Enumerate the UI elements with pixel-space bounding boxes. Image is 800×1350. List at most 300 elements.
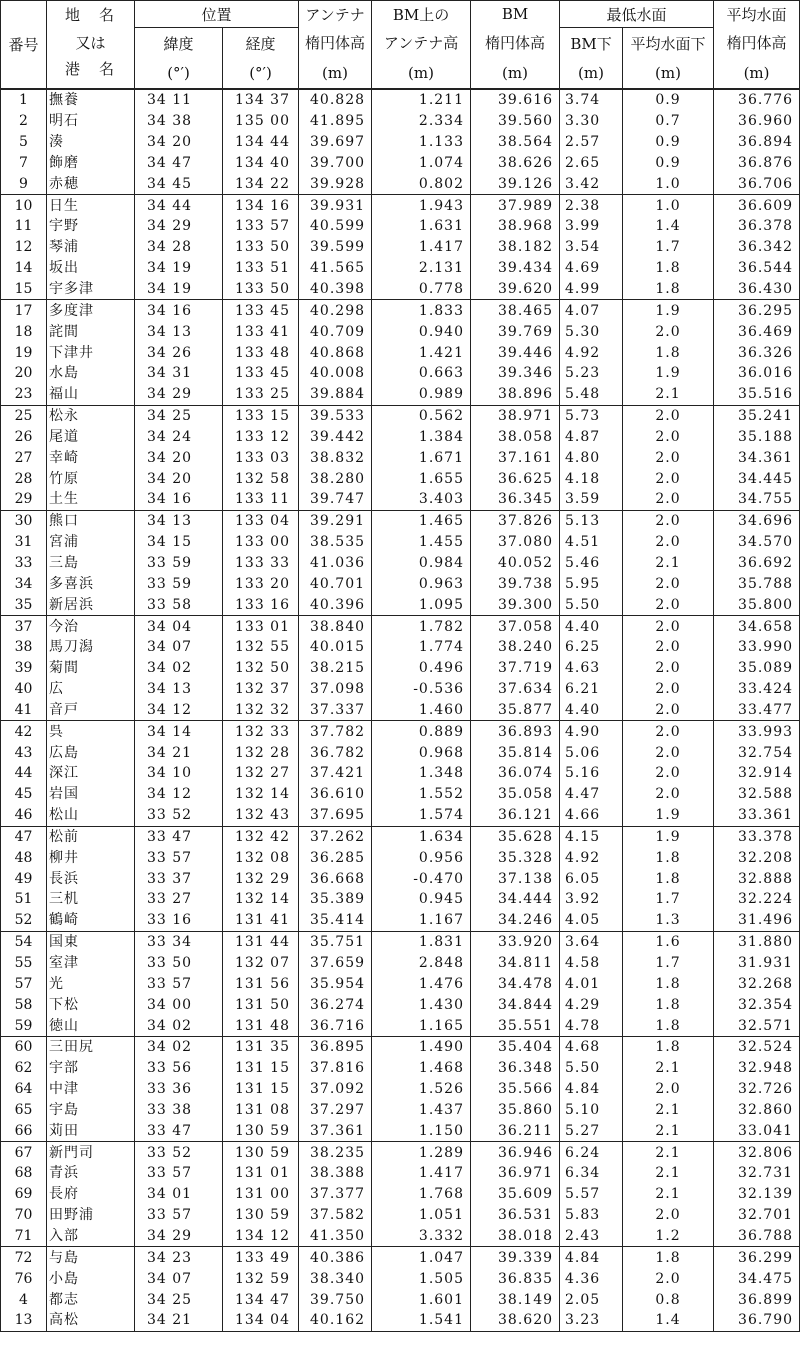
cell-lowest-mean-below: 1.6 (623, 931, 714, 952)
header-antenna-2: 楕円体高 (299, 28, 372, 59)
cell-no: 57 (1, 973, 47, 994)
cell-lowest-mean-below: 1.8 (623, 342, 714, 363)
cell-lon: 134 22 (223, 173, 299, 194)
cell-lowest-bm-below: 2.05 (560, 1289, 623, 1310)
cell-mean-height: 36.430 (714, 279, 800, 300)
cell-lowest-bm-below: 4.63 (560, 658, 623, 679)
cell-bm-height: 37.161 (471, 447, 560, 468)
cell-antenna-height: 37.421 (299, 763, 372, 784)
cell-antenna-height: 36.610 (299, 784, 372, 805)
cell-lon: 131 15 (223, 1079, 299, 1100)
cell-name: 三島 (47, 553, 135, 574)
cell-antenna-height: 37.816 (299, 1058, 372, 1079)
row-group (1, 826, 800, 931)
cell-bm-antenna-height: 1.631 (372, 216, 471, 237)
cell-bm-height: 34.844 (471, 994, 560, 1015)
cell-lat: 34 02 (135, 658, 223, 679)
cell-name: 水島 (47, 363, 135, 384)
header-lon: 経度 (223, 28, 299, 59)
cell-bm-height: 36.946 (471, 1142, 560, 1163)
cell-bm-height: 37.826 (471, 510, 560, 531)
cell-lowest-mean-below: 1.9 (623, 300, 714, 321)
header-bm-below-unit: (m) (560, 58, 623, 89)
cell-lat: 34 20 (135, 468, 223, 489)
header-mean-below: 平均水面下 (623, 28, 714, 59)
header-mean-1: 平均水面 (714, 1, 800, 28)
cell-lat: 34 28 (135, 237, 223, 258)
cell-lowest-bm-below: 2.57 (560, 132, 623, 153)
table-row (1, 910, 800, 931)
table-row (1, 1142, 800, 1163)
table-row (1, 132, 800, 153)
cell-no: 27 (1, 447, 47, 468)
cell-lowest-bm-below: 6.05 (560, 868, 623, 889)
cell-name: 与島 (47, 1247, 135, 1268)
cell-bm-antenna-height: 1.430 (372, 994, 471, 1015)
cell-lat: 34 29 (135, 1226, 223, 1247)
cell-lat: 34 10 (135, 763, 223, 784)
cell-lon: 131 08 (223, 1100, 299, 1121)
cell-bm-antenna-height: 1.417 (372, 237, 471, 258)
cell-lowest-mean-below: 1.9 (623, 363, 714, 384)
table-row (1, 699, 800, 720)
cell-antenna-height: 36.782 (299, 742, 372, 763)
cell-antenna-height: 35.414 (299, 910, 372, 931)
cell-antenna-height: 40.599 (299, 216, 372, 237)
cell-antenna-height: 41.895 (299, 111, 372, 132)
cell-lon: 134 47 (223, 1289, 299, 1310)
cell-lowest-bm-below: 5.10 (560, 1100, 623, 1121)
cell-bm-antenna-height: 1.211 (372, 89, 471, 111)
row-group (1, 616, 800, 721)
cell-name: 松山 (47, 805, 135, 826)
cell-mean-height: 34.361 (714, 447, 800, 468)
table-row (1, 679, 800, 700)
cell-lat: 34 12 (135, 699, 223, 720)
cell-bm-height: 38.971 (471, 405, 560, 426)
cell-lowest-bm-below: 6.25 (560, 637, 623, 658)
header-no: 番号 (1, 1, 47, 90)
cell-no: 52 (1, 910, 47, 931)
cell-no: 11 (1, 216, 47, 237)
cell-antenna-height: 37.297 (299, 1100, 372, 1121)
cell-bm-antenna-height: 1.051 (372, 1205, 471, 1226)
cell-mean-height: 32.754 (714, 742, 800, 763)
cell-lon: 133 00 (223, 532, 299, 553)
cell-no: 58 (1, 994, 47, 1015)
table-row (1, 237, 800, 258)
cell-lat: 34 02 (135, 1015, 223, 1036)
cell-lowest-bm-below: 2.65 (560, 153, 623, 174)
row-group (1, 721, 800, 826)
cell-antenna-height: 36.274 (299, 994, 372, 1015)
cell-antenna-height: 39.697 (299, 132, 372, 153)
cell-name: 宮浦 (47, 532, 135, 553)
cell-bm-height: 38.058 (471, 427, 560, 448)
cell-lat: 34 25 (135, 1289, 223, 1310)
cell-lat: 34 01 (135, 1184, 223, 1205)
cell-lowest-bm-below: 4.47 (560, 784, 623, 805)
cell-lon: 133 41 (223, 321, 299, 342)
cell-bm-antenna-height: 1.167 (372, 910, 471, 931)
cell-lon: 133 45 (223, 300, 299, 321)
table-row (1, 931, 800, 952)
header-bm-antenna-unit: (m) (372, 58, 471, 89)
cell-antenna-height: 35.751 (299, 931, 372, 952)
cell-antenna-height: 35.389 (299, 889, 372, 910)
cell-name: 青浜 (47, 1163, 135, 1184)
cell-bm-height: 35.609 (471, 1184, 560, 1205)
cell-bm-antenna-height: 1.833 (372, 300, 471, 321)
table-row (1, 405, 800, 426)
cell-no: 71 (1, 1226, 47, 1247)
cell-lowest-mean-below: 2.0 (623, 721, 714, 742)
cell-mean-height: 32.524 (714, 1036, 800, 1057)
cell-name: 熊口 (47, 510, 135, 531)
cell-name: 光 (47, 973, 135, 994)
header-bm-2: 楕円体高 (471, 28, 560, 59)
cell-name: 坂出 (47, 258, 135, 279)
cell-lon: 134 04 (223, 1310, 299, 1331)
cell-lowest-bm-below: 4.99 (560, 279, 623, 300)
cell-name: 多度津 (47, 300, 135, 321)
cell-lat: 34 20 (135, 447, 223, 468)
cell-mean-height: 36.299 (714, 1247, 800, 1268)
cell-lat: 34 04 (135, 616, 223, 637)
cell-name: 田野浦 (47, 1205, 135, 1226)
cell-bm-antenna-height: 0.963 (372, 573, 471, 594)
cell-name: 長浜 (47, 868, 135, 889)
cell-lowest-mean-below: 2.0 (623, 699, 714, 720)
table-row (1, 489, 800, 510)
table-row (1, 1058, 800, 1079)
cell-no: 26 (1, 427, 47, 448)
cell-no: 69 (1, 1184, 47, 1205)
table-row (1, 300, 800, 321)
cell-bm-antenna-height: 1.437 (372, 1100, 471, 1121)
table-row (1, 258, 800, 279)
cell-lat: 34 29 (135, 384, 223, 405)
cell-lon: 133 25 (223, 384, 299, 405)
cell-lat: 33 57 (135, 973, 223, 994)
header-place-3: 港 名 (47, 58, 135, 89)
cell-no: 43 (1, 742, 47, 763)
cell-bm-height: 39.446 (471, 342, 560, 363)
cell-lat: 33 38 (135, 1100, 223, 1121)
table-row (1, 321, 800, 342)
cell-lon: 133 15 (223, 405, 299, 426)
cell-lowest-mean-below: 2.0 (623, 573, 714, 594)
cell-bm-height: 34.444 (471, 889, 560, 910)
cell-lowest-bm-below: 5.50 (560, 594, 623, 615)
cell-antenna-height: 36.668 (299, 868, 372, 889)
cell-lowest-bm-below: 4.66 (560, 805, 623, 826)
cell-bm-antenna-height: 0.778 (372, 279, 471, 300)
cell-antenna-height: 39.750 (299, 1289, 372, 1310)
cell-lat: 34 11 (135, 89, 223, 111)
cell-bm-antenna-height: 1.574 (372, 805, 471, 826)
cell-lowest-mean-below: 2.1 (623, 1142, 714, 1163)
cell-mean-height: 33.993 (714, 721, 800, 742)
cell-antenna-height: 37.659 (299, 953, 372, 974)
cell-bm-antenna-height: -0.536 (372, 679, 471, 700)
cell-lowest-mean-below: 2.0 (623, 321, 714, 342)
table-row (1, 468, 800, 489)
row-group (1, 1247, 800, 1331)
cell-name: 柳井 (47, 847, 135, 868)
cell-lowest-mean-below: 2.0 (623, 532, 714, 553)
cell-no: 48 (1, 847, 47, 868)
cell-antenna-height: 39.599 (299, 237, 372, 258)
cell-lat: 33 34 (135, 931, 223, 952)
cell-no: 41 (1, 699, 47, 720)
cell-antenna-height: 36.895 (299, 1036, 372, 1057)
cell-lon: 133 51 (223, 258, 299, 279)
cell-no: 54 (1, 931, 47, 952)
cell-bm-antenna-height: 1.552 (372, 784, 471, 805)
cell-lon: 130 59 (223, 1205, 299, 1226)
cell-lowest-bm-below: 6.24 (560, 1142, 623, 1163)
cell-bm-height: 35.566 (471, 1079, 560, 1100)
table-row (1, 1036, 800, 1057)
cell-bm-antenna-height: 1.465 (372, 510, 471, 531)
cell-bm-height: 39.616 (471, 89, 560, 111)
cell-bm-antenna-height: 1.460 (372, 699, 471, 720)
cell-antenna-height: 35.954 (299, 973, 372, 994)
table-row (1, 742, 800, 763)
table-row (1, 447, 800, 468)
cell-antenna-height: 37.361 (299, 1120, 372, 1141)
cell-lon: 131 50 (223, 994, 299, 1015)
row-group (1, 510, 800, 615)
cell-name: 都志 (47, 1289, 135, 1310)
cell-lowest-mean-below: 2.1 (623, 1163, 714, 1184)
cell-lon: 131 00 (223, 1184, 299, 1205)
cell-lat: 33 59 (135, 553, 223, 574)
cell-name: 徳山 (47, 1015, 135, 1036)
cell-no: 7 (1, 153, 47, 174)
header-bm-below: BM下 (560, 28, 623, 59)
cell-bm-antenna-height: 1.150 (372, 1120, 471, 1141)
cell-lon: 133 04 (223, 510, 299, 531)
cell-lowest-mean-below: 2.0 (623, 405, 714, 426)
cell-bm-height: 39.126 (471, 173, 560, 194)
cell-no: 46 (1, 805, 47, 826)
cell-bm-height: 34.811 (471, 953, 560, 974)
cell-lowest-bm-below: 4.40 (560, 699, 623, 720)
cell-lowest-mean-below: 2.1 (623, 1100, 714, 1121)
cell-antenna-height: 40.701 (299, 573, 372, 594)
cell-antenna-height: 37.098 (299, 679, 372, 700)
table-row (1, 826, 800, 847)
cell-lat: 33 58 (135, 594, 223, 615)
header-bm-antenna-2: アンテナ高 (372, 28, 471, 59)
table-row (1, 658, 800, 679)
cell-mean-height: 36.706 (714, 173, 800, 194)
cell-antenna-height: 37.092 (299, 1079, 372, 1100)
cell-name: 赤穂 (47, 173, 135, 194)
cell-lowest-mean-below: 0.9 (623, 89, 714, 111)
cell-lowest-mean-below: 2.0 (623, 1268, 714, 1289)
cell-no: 14 (1, 258, 47, 279)
cell-name: 苅田 (47, 1120, 135, 1141)
cell-lat: 34 47 (135, 153, 223, 174)
cell-no: 10 (1, 195, 47, 216)
header-place-1: 地 名 (47, 1, 135, 28)
cell-bm-height: 38.018 (471, 1226, 560, 1247)
cell-lat: 33 56 (135, 1058, 223, 1079)
cell-mean-height: 33.361 (714, 805, 800, 826)
cell-antenna-height: 37.695 (299, 805, 372, 826)
cell-no: 30 (1, 510, 47, 531)
cell-bm-antenna-height: 1.943 (372, 195, 471, 216)
cell-no: 31 (1, 532, 47, 553)
cell-lat: 33 16 (135, 910, 223, 931)
cell-mean-height: 32.701 (714, 1205, 800, 1226)
cell-name: 三田尻 (47, 1036, 135, 1057)
cell-lowest-bm-below: 4.92 (560, 847, 623, 868)
cell-bm-antenna-height: 1.541 (372, 1310, 471, 1331)
cell-bm-height: 38.896 (471, 384, 560, 405)
cell-lat: 34 00 (135, 994, 223, 1015)
cell-name: 小島 (47, 1268, 135, 1289)
cell-lowest-mean-below: 1.3 (623, 910, 714, 931)
cell-bm-antenna-height: 1.095 (372, 594, 471, 615)
cell-lowest-bm-below: 5.23 (560, 363, 623, 384)
cell-lat: 34 20 (135, 132, 223, 153)
header-place-2: 又は (47, 28, 135, 59)
cell-lowest-mean-below: 2.0 (623, 679, 714, 700)
cell-bm-antenna-height: 1.505 (372, 1268, 471, 1289)
cell-mean-height: 33.990 (714, 637, 800, 658)
cell-mean-height: 34.658 (714, 616, 800, 637)
cell-lon: 134 16 (223, 195, 299, 216)
cell-mean-height: 35.188 (714, 427, 800, 448)
table-row (1, 553, 800, 574)
cell-no: 37 (1, 616, 47, 637)
cell-bm-height: 33.920 (471, 931, 560, 952)
table-row (1, 994, 800, 1015)
table-row (1, 721, 800, 742)
cell-bm-height: 38.149 (471, 1289, 560, 1310)
cell-bm-height: 35.551 (471, 1015, 560, 1036)
cell-name: 幸崎 (47, 447, 135, 468)
cell-antenna-height: 39.928 (299, 173, 372, 194)
cell-mean-height: 33.041 (714, 1120, 800, 1141)
cell-name: 広 (47, 679, 135, 700)
cell-bm-height: 35.628 (471, 826, 560, 847)
cell-lowest-bm-below: 3.64 (560, 931, 623, 952)
cell-bm-height: 38.626 (471, 153, 560, 174)
cell-name: 飾磨 (47, 153, 135, 174)
cell-lowest-mean-below: 2.0 (623, 427, 714, 448)
cell-lon: 134 37 (223, 89, 299, 111)
cell-bm-antenna-height: 1.490 (372, 1036, 471, 1057)
table-row (1, 111, 800, 132)
header-mean-below-unit: (m) (623, 58, 714, 89)
cell-lowest-mean-below: 1.8 (623, 258, 714, 279)
cell-name: 松永 (47, 405, 135, 426)
cell-lowest-bm-below: 3.92 (560, 889, 623, 910)
cell-mean-height: 34.570 (714, 532, 800, 553)
cell-bm-height: 36.531 (471, 1205, 560, 1226)
cell-name: 新門司 (47, 1142, 135, 1163)
cell-lat: 34 23 (135, 1247, 223, 1268)
cell-name: 菊間 (47, 658, 135, 679)
cell-lowest-mean-below: 1.8 (623, 1036, 714, 1057)
table-row (1, 1184, 800, 1205)
cell-bm-height: 36.625 (471, 468, 560, 489)
cell-lat: 33 57 (135, 1205, 223, 1226)
cell-lon: 132 32 (223, 699, 299, 720)
cell-lon: 135 00 (223, 111, 299, 132)
cell-name: 明石 (47, 111, 135, 132)
cell-lat: 34 14 (135, 721, 223, 742)
cell-antenna-height: 37.582 (299, 1205, 372, 1226)
row-group (1, 1036, 800, 1141)
table-row (1, 953, 800, 974)
cell-lowest-bm-below: 4.87 (560, 427, 623, 448)
cell-lon: 133 16 (223, 594, 299, 615)
cell-antenna-height: 39.931 (299, 195, 372, 216)
cell-bm-height: 39.620 (471, 279, 560, 300)
cell-bm-antenna-height: 1.774 (372, 637, 471, 658)
cell-bm-antenna-height: 1.601 (372, 1289, 471, 1310)
cell-mean-height: 32.731 (714, 1163, 800, 1184)
cell-lowest-bm-below: 4.07 (560, 300, 623, 321)
cell-bm-antenna-height: 1.455 (372, 532, 471, 553)
cell-lowest-mean-below: 1.4 (623, 1310, 714, 1331)
cell-no: 68 (1, 1163, 47, 1184)
cell-mean-height: 31.931 (714, 953, 800, 974)
cell-mean-height: 34.696 (714, 510, 800, 531)
table-row (1, 1079, 800, 1100)
cell-no: 13 (1, 1310, 47, 1331)
cell-lon: 133 20 (223, 573, 299, 594)
table-row (1, 616, 800, 637)
cell-name: 土生 (47, 489, 135, 510)
cell-bm-height: 39.434 (471, 258, 560, 279)
cell-no: 49 (1, 868, 47, 889)
cell-lat: 33 52 (135, 1142, 223, 1163)
cell-lowest-bm-below: 5.46 (560, 553, 623, 574)
cell-mean-height: 36.692 (714, 553, 800, 574)
cell-mean-height: 32.948 (714, 1058, 800, 1079)
cell-bm-antenna-height: 0.956 (372, 847, 471, 868)
cell-lowest-bm-below: 5.16 (560, 763, 623, 784)
cell-no: 39 (1, 658, 47, 679)
cell-no: 17 (1, 300, 47, 321)
cell-lowest-bm-below: 4.78 (560, 1015, 623, 1036)
cell-mean-height: 36.469 (714, 321, 800, 342)
row-group (1, 405, 800, 510)
cell-no: 65 (1, 1100, 47, 1121)
cell-lon: 132 58 (223, 468, 299, 489)
cell-mean-height: 33.477 (714, 699, 800, 720)
cell-bm-height: 35.404 (471, 1036, 560, 1057)
cell-lat: 34 02 (135, 1036, 223, 1057)
cell-antenna-height: 40.828 (299, 89, 372, 111)
cell-lat: 34 25 (135, 405, 223, 426)
cell-bm-height: 36.893 (471, 721, 560, 742)
cell-bm-height: 37.989 (471, 195, 560, 216)
cell-mean-height: 34.445 (714, 468, 800, 489)
cell-name: 下松 (47, 994, 135, 1015)
cell-lon: 133 50 (223, 237, 299, 258)
cell-lowest-bm-below: 3.99 (560, 216, 623, 237)
header-position: 位置 (135, 1, 299, 28)
cell-lon: 131 35 (223, 1036, 299, 1057)
